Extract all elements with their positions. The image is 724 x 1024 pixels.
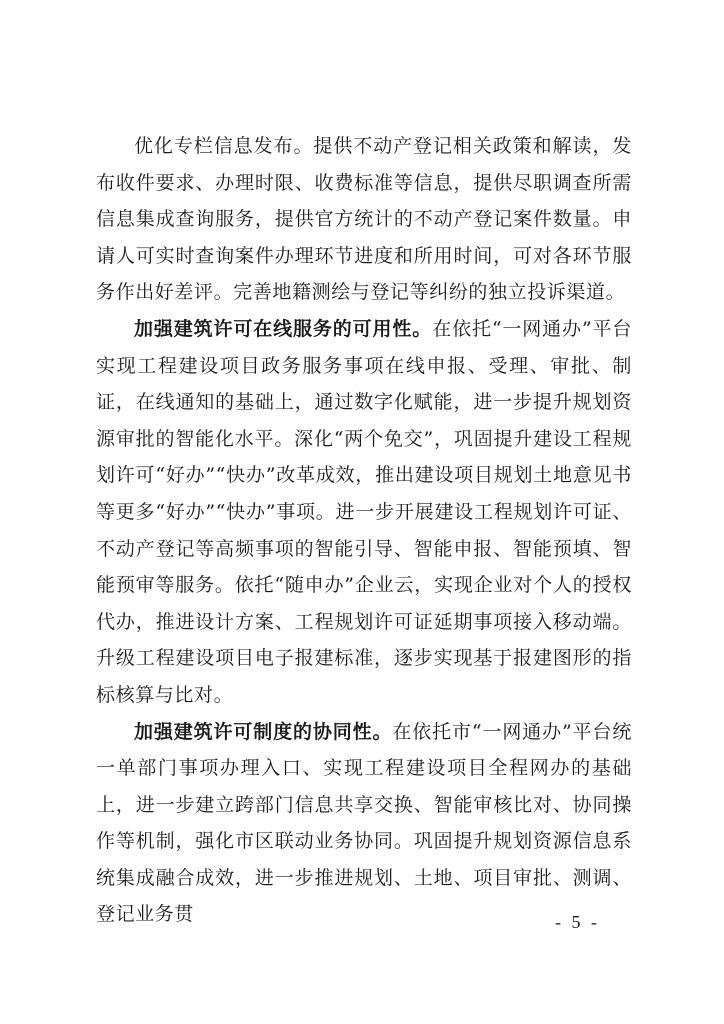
page-number: - 5 - (555, 912, 600, 932)
paragraph-text: 优化专栏信息发布。提供不动产登记相关政策和解读，发布收件要求、办理时限、收费标准等信息，提供尽职调查所需信息集成查询服务，提供官方统计的不动产登记案件数量。申请人可实时查询案件办理环节进度和所用时间，可对各环节服务作出好差评。完善地籍测绘与登记等纠纷的独立投诉渠道。 (96, 135, 632, 304)
paragraph-lead: 加强建筑许可制度的协同性。 (134, 720, 393, 743)
paragraph-text: 在依托市“一网通办”平台统一单部门事项办理入口、实现工程建设项目全程网办的基础上，进一步建立跨部门信息共享交换、智能审核比对、协同操作等机制，强化市区联动业务协同。巩固提升规划资源信息系统集成融合成效，进一步推进规划、土地、项目审批、测调、登记业务贯 (96, 720, 632, 926)
paragraph-coordination (96, 714, 632, 934)
document-body (96, 128, 632, 933)
paragraph-lead: 加强建筑许可在线服务的可用性。 (134, 317, 433, 340)
paragraph-text: 在依托“一网通办”平台实现工程建设项目政务服务事项在线申报、受理、审批、制证，在线通知的基础上，通过数字化赋能，进一步提升规划资源审批的智能化水平。深化“两个免交”，巩固提升建设工程规划许可“好办”“快办”改革成效，推出建设项目规划土地意见书等更多“好办”“快办”事项。进一步开展建设工程规划许可证、不动产登记等高频事项的智能引导、智能申报、智能预填、智能预审等服务。依托“随申办”企业云，实现企业对个人的授权代办，推进设计方案、工程规划许可证延期事项接入移动端。升级工程建设项目电子报建标准，逐步实现基于报建图形的指标核算与比对。 (96, 317, 632, 706)
paragraph-column-info (96, 128, 632, 311)
paragraph-online-service (96, 311, 632, 714)
